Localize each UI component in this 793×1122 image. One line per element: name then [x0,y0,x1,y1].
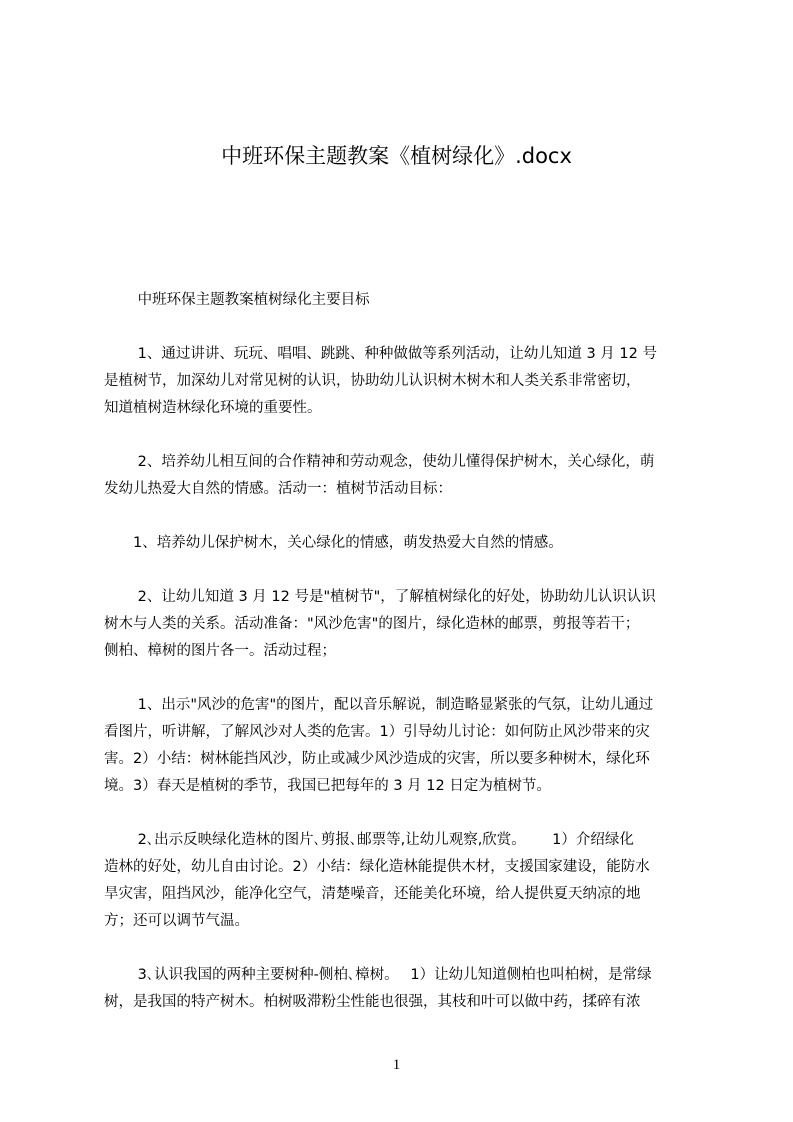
paragraph-objectives-heading [104,287,716,314]
text-line: 旱灾害，阻挡风沙，能净化空气，清楚噪音，还能美化环境，给人提供夏天纳凉的地 [104,886,641,902]
text-line: 1、培养幼儿保护树木，关心绿化的情感，萌发热爱大自然的情感。 [104,535,563,551]
text-line: 侧柏、樟树的图片各一。活动过程； [104,643,336,659]
text-line: 知道植树造林绿化环境的重要性。 [104,400,322,416]
text-line: 害。2）小结：树林能挡风沙，防止或减少风沙造成的灾害，所以要多种树木，绿化环 [104,751,650,767]
page-number: 1 [392,1057,401,1073]
paragraph-process-step-1 [104,692,716,800]
text-line: 1、通过讲讲、玩玩、唱唱、跳跳、种种做做等系列活动，让幼儿知道 3 月 12 号 [104,346,657,362]
text-line: 树，是我国的特产树木。柏树吸滞粉尘性能也很强，其枝和叶可以做中药，揉碎有浓 [104,994,641,1010]
paragraph-objective-1 [104,341,716,422]
text-line: 境。3）春天是植树的季节，我国已把每年的 3 月 12 日定为植树节。 [104,778,551,794]
text-line: 发幼儿热爱大自然的情感。活动一：植树节活动目标： [104,481,452,497]
text-line: 中班环保主题教案植树绿化主要目标 [104,292,370,308]
text-line: 2、培养幼儿相互间的合作精神和劳动观念，使幼儿懂得保护树木，关心绿化，萌 [104,454,655,470]
text-line: 树木与人类的关系。活动准备："风沙危害"的图片，绿化造林的邮票，剪报等若干； [104,616,640,632]
text-line: 看图片，听讲解，了解风沙对人类的危害。1）引导幼儿讨论：如何防止风沙带来的灾 [104,724,650,740]
paragraph-process-step-2 [104,827,716,935]
text-line: 造林的好处，幼儿自由讨论。2）小结：绿化造林能提供木材，支援国家建设，能防水 [104,859,650,875]
document-title: 中班环保主题教案《植树绿化》.docx [221,144,572,168]
text-line: 2、让幼儿知道 3 月 12 号是"植树节"，了解植树绿化的好处，协助幼儿认识认识 [104,589,656,605]
paragraph-objective-2 [104,449,716,503]
text-line: 是植树节，加深幼儿对常见树的认识，协助幼儿认识树木树木和人类关系非常密切， [104,373,641,389]
paragraph-activity-goal-1 [104,530,716,557]
text-line: 方；还可以调节气温。 [104,913,249,929]
text-line: 3､认识我国的两种主要树种-侧柏､樟树。 1）让幼儿知道侧柏也叫柏树，是常绿 [104,967,652,983]
paragraph-process-step-3 [104,962,716,1016]
text-line: 1、出示"风沙的危害"的图片，配以音乐解说，制造略显紧张的气氛，让幼儿通过 [104,697,654,713]
paragraph-activity-goal-2 [104,584,716,665]
text-line: 2､出示反映绿化造林的图片､剪报､邮票等,让幼儿观察,欣赏。 1）介绍绿化 [104,832,634,848]
